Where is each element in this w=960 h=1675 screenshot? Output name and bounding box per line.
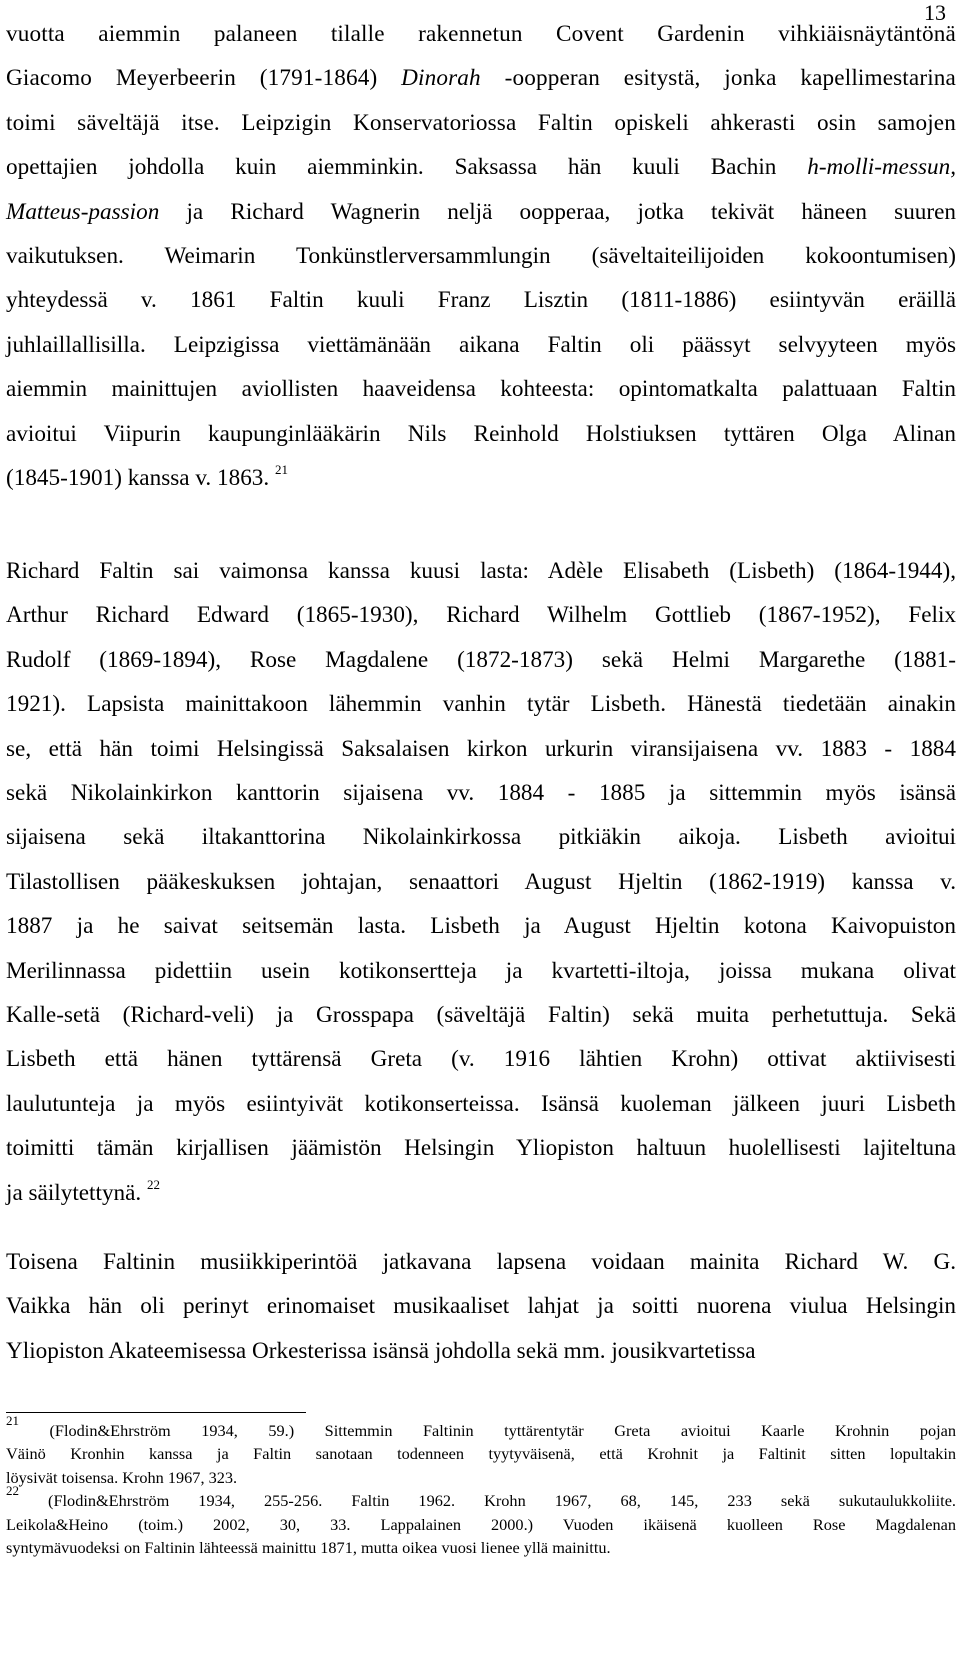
text-segment: vaikutuksen. Weimarin Tonkünstlerversammlungin (säveltaiteilijoiden kokoontumisen) [6,243,956,270]
text-line [6,278,956,322]
text-line [6,1240,956,1284]
text-segment: Richard Faltin sai vaimonsa kanssa kuusi lasta: Adèle Elisabeth (Lisbeth) (1864-1944), [6,558,956,584]
text-segment: Kalle-setä (Richard-veli) ja Grosspapa (säveltäjä Faltin) sekä muita perhetuttuja. Sekä [6,1002,956,1029]
footnote-reference[interactable]: 21 [274,462,288,478]
text-line [6,412,956,456]
text-segment: ja Richard Wagnerin neljä oopperaa, jotka tekivät häneen suuren [159,198,956,225]
text-line [6,815,956,859]
footnote-text: (Flodin&Ehrström 1934, 255-256. Faltin 1962. Krohn 1967, 68, 145, 233 sekä sukutaulukkoliite. [19,1491,956,1511]
footnote-line [6,1483,956,1512]
footnote-text: löysivät toisensa. Krohn 1967, 323. [6,1467,238,1487]
text-line [6,771,956,815]
text-segment: opettajien johdolla kuin aiemminkin. Saksassa hän kuuli Bachin [6,154,808,181]
paragraph-2 [6,549,956,1215]
text-segment: 1887 ja he saivat seitsemän lasta. Lisbeth ja August Hjeltin kotona Kaivopuiston [6,913,956,940]
text-line [6,323,956,367]
text-segment: -oopperan esitystä, jonka kapellimestarina [480,65,956,92]
text-line [6,1284,956,1328]
footnote-text: syntymävuodeksi on Faltinin lähteessä mainittu 1871, mutta oikea vuosi lienee yllä mainittu. [6,1538,611,1558]
footnote-reference[interactable]: 22 [147,1176,161,1192]
text-line [6,727,956,771]
text-segment: se, että hän toimi Helsingissä Saksalaisen kirkon urkurin viransijaisena vv. 1883 - 1884 [6,735,956,762]
text-line [6,1082,956,1126]
footnote-separator [6,1412,306,1413]
footnote-line [6,1466,956,1489]
paragraph-1 [6,12,956,500]
text-segment: juhlaillallisilla. Leipzigissa viettämänään aikana Faltin oli päässyt selvyyteen myös [6,331,956,358]
footnote-line [6,1513,956,1536]
text-line [6,593,956,637]
text-line [6,101,956,145]
text-segment: Vaikka hän oli perinyt erinomaiset musikaaliset lahjat ja soitti nuorena viulua Helsingin [6,1293,956,1320]
italic-title: Matteus-passion [6,198,160,225]
text-line [6,1171,956,1215]
text-line [6,1037,956,1081]
text-line [6,1126,956,1170]
text-segment: Yliopiston Akateemisessa Orkesterissa isänsä johdolla sekä mm. jousikvartetissa [6,1337,756,1364]
italic-title: Dinorah [401,65,481,92]
text-segment: Arthur Richard Edward (1865-1930), Richard Wilhelm Gottlieb (1867-1952), Felix [6,602,956,629]
footnote-line [6,1536,956,1559]
text-segment: avioitui Viipurin kaupunginlääkärin Nils Reinhold Holstiuksen tyttären Olga Alinan [6,420,956,447]
footnote-line [6,1442,956,1465]
text-line [6,456,956,500]
footnote-number: 22 [6,1483,19,1499]
text-line [6,145,956,189]
text-segment: Merilinnassa pidettiin usein kotikonsertteja ja kvartetti-iltoja, joissa mukana olivat [6,957,956,984]
text-segment: laulutunteja ja myös esiintyivät kotikonserteissa. Isänsä kuoleman jälkeen juuri Lisbeth [6,1090,956,1117]
text-segment: 1921). Lapsista mainittakoon lähemmin vanhin tytär Lisbeth. Hänestä tiedetään ainakin [6,691,956,718]
text-segment: aiemmin mainittujen aviollisten haaveidensa kohteesta: opintomatkalta palattuaan Faltin [6,376,956,403]
text-line [6,860,956,904]
text-segment: yhteydessä v. 1861 Faltin kuuli Franz Lisztin (1811-1886) esiintyvän eräillä [6,287,956,314]
footnote-text: (Flodin&Ehrström 1934, 59.) Sittemmin Faltinin tyttärentytär Greta avioitui Kaarle Krohnin pojan [19,1421,956,1440]
text-line [6,904,956,948]
footnote-line [6,1413,956,1442]
text-segment: Toisena Faltinin musiikkiperintöä jatkavana lapsena voidaan mainita Richard W. G. [6,1249,956,1275]
text-line [6,190,956,234]
page-number: 13 [924,0,946,25]
footnote-text: Leikola&Heino (toim.) 2002, 30, 33. Lappalainen 2000.) Vuoden ikäisenä kuolleen Rose Magdalenan [6,1514,956,1534]
footnote-text: Väinö Kronhin kanssa ja Faltin sanotaan todenneen tyytyväisenä, että Krohnit ja Faltinit sitten lopultakin [6,1444,956,1464]
text-line [6,1329,956,1373]
paragraph-3 [6,1240,956,1373]
text-line [6,367,956,411]
text-line [6,682,956,726]
text-segment: sekä Nikolainkirkon kanttorin sijaisena vv. 1884 - 1885 ja sittemmin myös isänsä [6,780,956,807]
text-segment: toimi säveltäjä itse. Leipzigin Konservatoriossa Faltin opiskeli ahkerasti osin samojen [6,109,956,136]
text-segment: Rudolf (1869-1894), Rose Magdalene (1872-1873) sekä Helmi Margarethe (1881- [6,646,956,673]
text-segment: (1845-1901) kanssa v. 1863. [6,465,270,492]
text-line [6,638,956,682]
text-line [6,549,956,593]
text-line [6,56,956,100]
text-line [6,993,956,1037]
footnote-number: 21 [6,1413,19,1428]
text-segment: sijaisena sekä iltakanttorina Nikolainkirkossa pitkiäkin aikoja. Lisbeth avioitui [6,824,956,851]
italic-title: h-molli-messun, [807,154,956,181]
text-segment: toimitti tämän kirjallisen jäämistön Helsingin Yliopiston haltuun huolellisesti lajiteltuna [6,1135,956,1162]
text-segment: ja säilytettynä. [6,1179,142,1206]
text-segment: vuotta aiemmin palaneen tilalle rakennetun Covent Gardenin vihkiäisnäytäntönä [6,21,956,47]
text-line [6,234,956,278]
footnotes [6,1413,956,1559]
text-segment: Lisbeth että hänen tyttärensä Greta (v. 1916 lähtien Krohn) ottivat aktiivisesti [6,1046,956,1073]
text-segment: Tilastollisen pääkeskuksen johtajan, senaattori August Hjeltin (1862-1919) kanssa v. [6,868,956,895]
text-segment: Giacomo Meyerbeerin (1791-1864) [6,65,402,92]
text-line [6,12,956,56]
text-line [6,949,956,993]
